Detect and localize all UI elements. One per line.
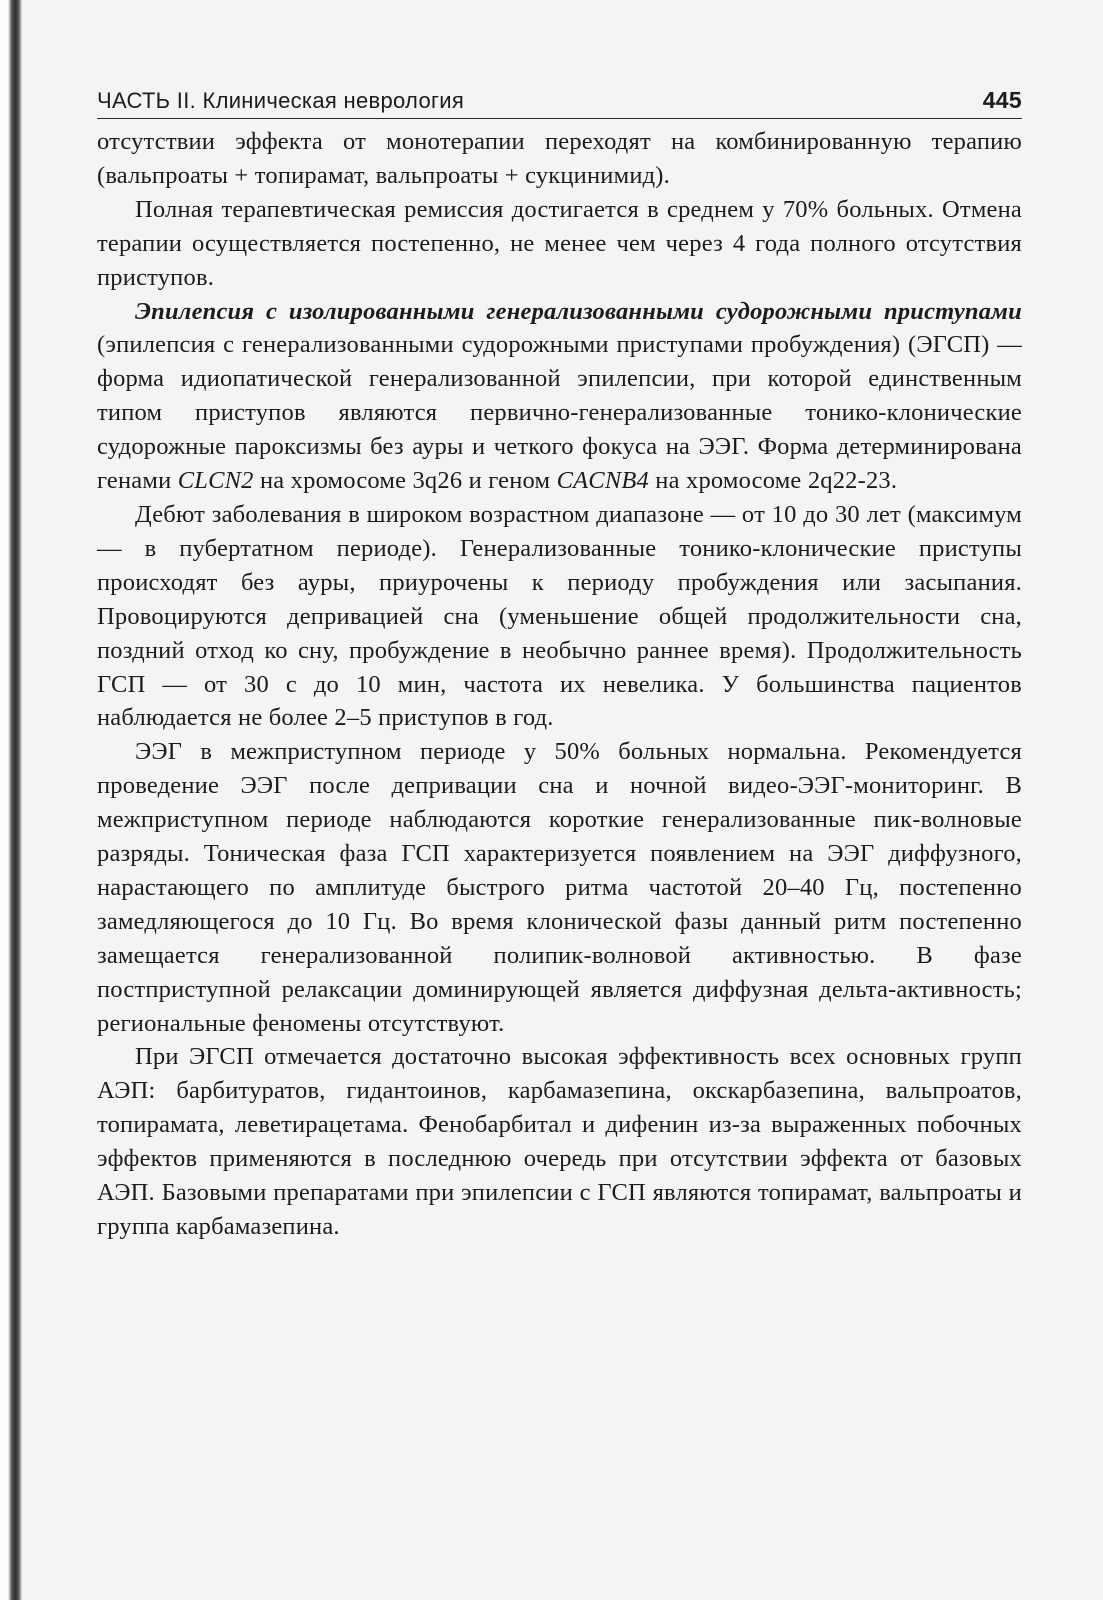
definition-text-b: на хромосоме 3q26 и геном [253, 467, 557, 495]
running-header [97, 84, 1022, 119]
gene-clcn2: CLCN2 [177, 467, 254, 495]
paragraph-eeg: ЭЭГ в межприступном периоде у 50% больных нормальна. Рекомендуется проведение ЭЭГ после депривации сна и ночной видео-ЭЭГ-мониторинг. В межприступном периоде наблюдаются короткие генерализованные пик-волновые разряды. Тоническая фаза ГСП характеризуется появлением на ЭЭГ диффузного, нарастающего по амплитуде быстрого ритма частотой 20–40 Гц, постепенно замедляющегося до 10 Гц. Во время клонической фазы данный ритм постепенно замещается генерализованной полипик-волновой активностью. В фазе постприступной релаксации доминирующей является диффузная дельта-активность; региональные феномены отсутствуют. [97, 738, 1022, 1037]
book-page [97, 84, 1022, 1244]
paragraph-definition [97, 295, 1022, 498]
gene-cacnb4: CACNB4 [556, 467, 649, 495]
definition-text-a: (эпилепсия с генерализованными судорожными приступами пробуждения) (ЭГСП) — форма идиопатической генерализованной эпилепсии, при которой единственным типом приступов являются первично-генерализованные тонико-клонические судорожные пароксизмы без ауры и четкого фокуса на ЭЭГ. Форма детерминирована генами [97, 331, 1022, 495]
paragraph-onset: Дебют заболевания в широком возрастном диапазоне — от 10 до 30 лет (максимум — в пубертатном периоде). Генерализованные тонико-клонические приступы происходят без ауры, приурочены к периоду пробуждения или засыпания. Провоцируются депривацией сна (уменьшение общей продолжительности сна, поздний отход ко сну, пробуждение в необычно раннее время). Продолжительность ГСП — от 30 с до 10 мин, частота их невелика. У большинства пациентов наблюдается не более 2–5 приступов в год. [97, 500, 1022, 732]
paragraph-remission: Полная терапевтическая ремиссия достигается в среднем у 70% больных. Отмена терапии осуществляется постепенно, не менее чем через 4 года полного отсутствия приступов. [97, 195, 1022, 291]
definition-text-c: на хромосоме 2q22-23. [648, 467, 898, 495]
body-text [97, 125, 1022, 1244]
term-heading: Эпилепсия с изолированными генерализованными судорожными приступами [135, 297, 1022, 325]
paragraph-treatment: При ЭГСП отмечается достаточно высокая эффективность всех основных групп АЭП: барбитуратов, гидантоинов, карбамазепина, окскарбазепина, вальпроатов, топирамата, леветирацетама. Фенобарбитал и дифенин из-за выраженных побочных эффектов применяются в последнюю очередь при отсутствии эффекта от базовых АЭП. Базовыми препаратами при эпилепсии с ГСП являются топирамат, вальпроаты и группа карбамазепина. [97, 1043, 1022, 1240]
page-binding-edge [0, 0, 22, 1600]
page-number: 445 [982, 87, 1022, 113]
paragraph-continued: отсутствии эффекта от монотерапии переходят на комбинированную терапию (вальпроаты + топирамат, вальпроаты + сукцинимид). [97, 128, 1022, 189]
section-title: ЧАСТЬ II. Клиническая неврология [97, 88, 465, 113]
